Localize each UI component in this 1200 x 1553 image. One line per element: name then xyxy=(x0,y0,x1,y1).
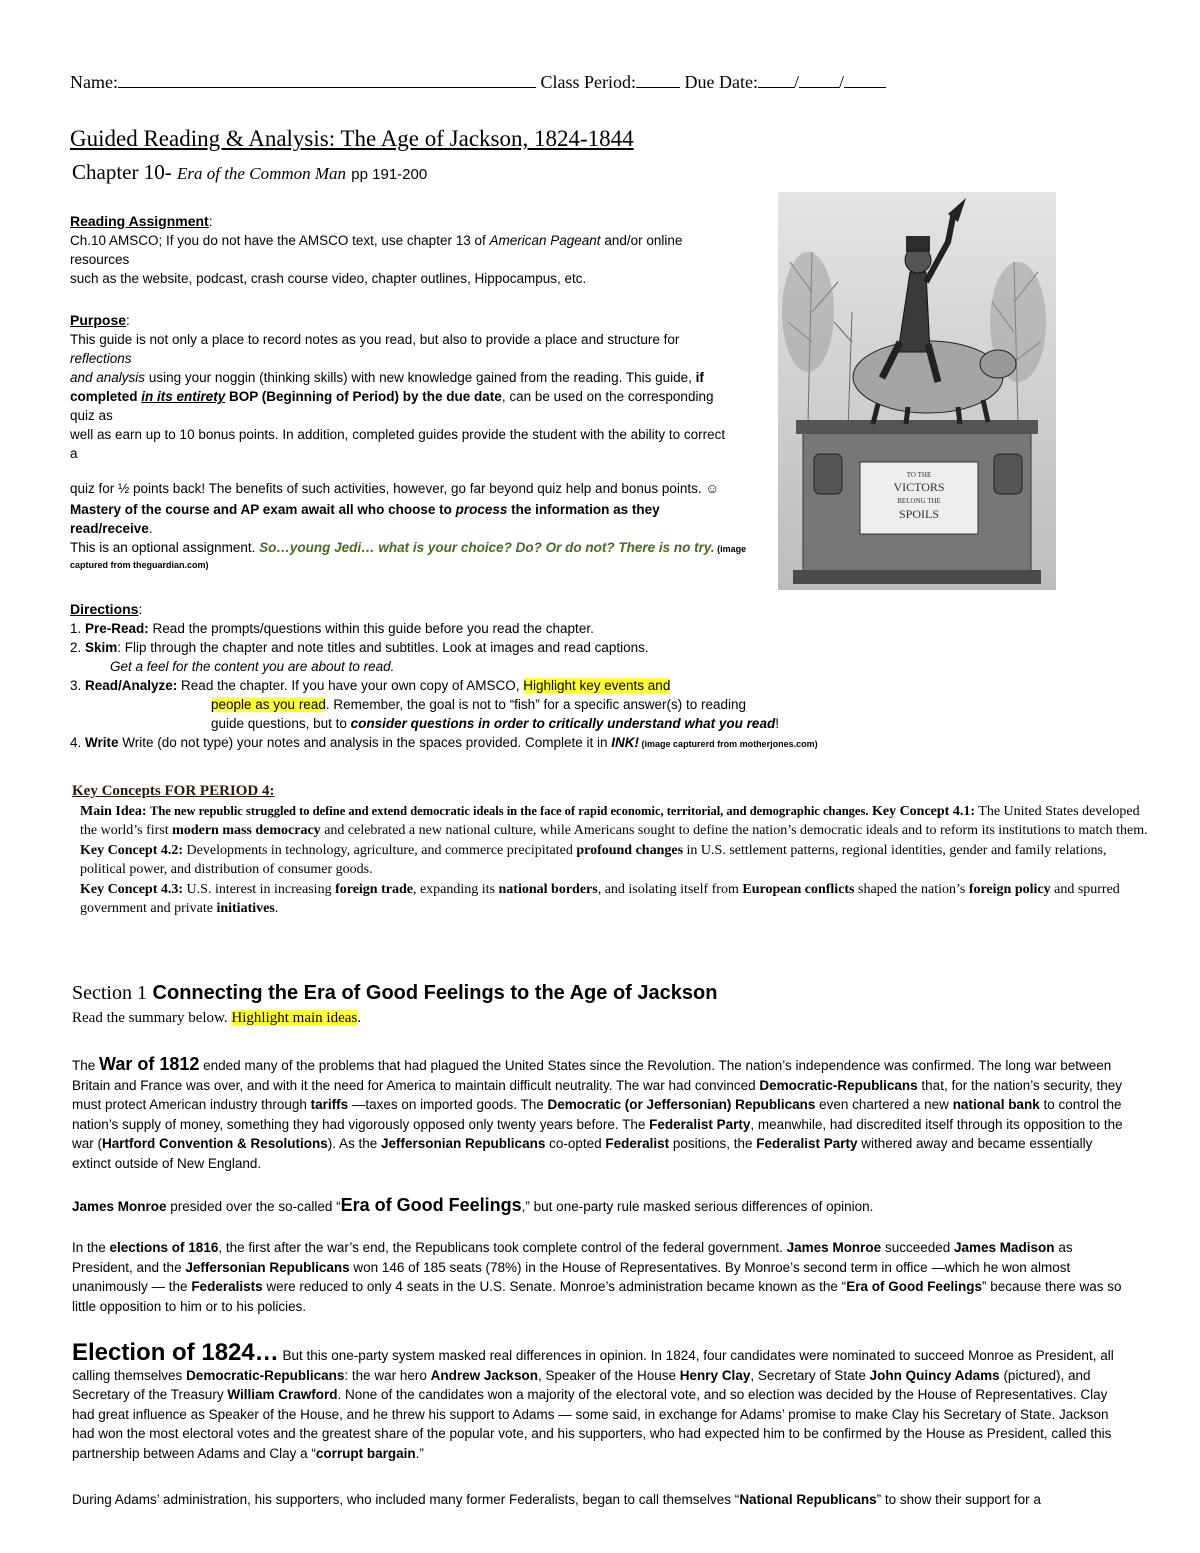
section-label: Section 1 xyxy=(72,982,147,1004)
text: as President, and the xyxy=(72,1240,1073,1275)
reading-assignment xyxy=(70,212,770,288)
text-bold: James Madison xyxy=(954,1240,1055,1255)
text: ended many of the problems that had plagued the United States since the Revolution. The nation’s independence was confirmed. The long war between Britain and France was over, and with it the need for America to maintain difficult neutrality. The war had convinced xyxy=(72,1058,1112,1093)
text-bold: Mastery of the course and AP exam await all who choose to xyxy=(70,502,456,517)
date-slash: / xyxy=(838,72,844,92)
text-bold: European conflicts xyxy=(742,881,855,897)
text: succeeded xyxy=(881,1240,955,1255)
text-bold: BOP (Beginning of Period) by the due date xyxy=(225,389,502,404)
text: : the war hero xyxy=(344,1367,431,1383)
paragraph-election-1816 xyxy=(72,1238,1132,1316)
text-bold: Pre-Read: xyxy=(85,621,149,636)
text-bold: national borders xyxy=(498,881,598,897)
text-em: reflections xyxy=(70,351,132,366)
text-bold: John Quincy Adams xyxy=(869,1367,1000,1383)
text-bold: Federalist xyxy=(605,1136,670,1151)
purpose-section xyxy=(70,311,780,571)
text: using your noggin (thinking skills) with new knowledge gained from the reading. This guide, xyxy=(145,370,696,385)
text: This guide is not only a place to record notes as you read, but also to provide a place and structure for xyxy=(70,332,680,347)
text-bold: foreign policy xyxy=(968,881,1051,897)
text: , expanding its xyxy=(412,881,499,897)
name-blank[interactable] xyxy=(118,73,536,88)
text: , Speaker of the House xyxy=(537,1367,680,1383)
kc43-label: Key Concept 4.3: xyxy=(80,881,184,897)
text: and spurred government and private xyxy=(80,881,1120,916)
due-year-blank[interactable] xyxy=(844,73,886,88)
due-date-label: Due Date: xyxy=(684,72,758,92)
text: Read the summary below. xyxy=(72,1010,232,1026)
text: Developments in technology, agriculture, and commerce precipitated xyxy=(183,842,577,858)
text: that, for the nation’s security, they must protect American industry through xyxy=(72,1077,1123,1112)
text-bold-em: INK! xyxy=(611,735,640,750)
text: positions, the xyxy=(669,1136,757,1151)
direction-3 xyxy=(70,676,1150,695)
key-concepts-body xyxy=(72,802,1152,919)
text: . xyxy=(274,901,279,916)
text-bold: foreign trade xyxy=(335,881,413,897)
text: , and isolating itself from xyxy=(597,881,743,897)
due-month-blank[interactable] xyxy=(758,73,794,88)
text-bold: National Republicans xyxy=(739,1492,877,1507)
image-credit: captured from theguardian.com) xyxy=(70,560,209,570)
highlighted-text: Highlight key events and xyxy=(523,678,671,693)
text-bold: the information as they xyxy=(507,502,660,517)
text: quiz as xyxy=(70,408,113,423)
highlighted-text: Highlight main ideas xyxy=(231,1010,358,1026)
text: guide questions, but to xyxy=(211,716,351,731)
text: co-opted xyxy=(545,1136,606,1151)
highlighted-text: people as you read xyxy=(211,697,326,712)
text: : Flip through the chapter and note titles and subtitles. Look at images and read captions. xyxy=(117,640,649,655)
plinth-text: VICTORS xyxy=(893,480,945,494)
text-bold: elections of 1816 xyxy=(109,1240,219,1255)
header-line xyxy=(70,72,886,93)
text: ” because there was so little opposition to him or to his policies. xyxy=(72,1279,1122,1314)
directions-heading: Directions xyxy=(70,601,139,617)
text: The xyxy=(72,1058,100,1073)
colon: : xyxy=(138,602,143,617)
text-bold: Jeffersonian Republicans xyxy=(381,1136,546,1151)
text-bold: William Crawford xyxy=(227,1387,338,1402)
text: and celebrated a new national culture, while Americans sought to define the nation’s democratic ideals and to reform its institutions to match them. xyxy=(320,823,1148,838)
text-bold: War of 1812 xyxy=(99,1054,200,1074)
text-bold-em: process xyxy=(455,502,508,517)
text: a xyxy=(70,446,78,461)
text-bold: Read/Analyze: xyxy=(85,678,178,693)
text: 3. xyxy=(70,678,86,693)
class-period-blank[interactable] xyxy=(636,73,680,88)
section-1-heading xyxy=(72,982,717,1005)
text: in U.S. settlement patterns, regional identities, gender and family relations, political power, and distribution of consumer goods. xyxy=(80,842,1107,877)
class-period-label: Class Period: xyxy=(540,72,636,92)
text-bold-em: in its entirety xyxy=(141,389,226,404)
text: . xyxy=(357,1010,361,1026)
text: ). As the xyxy=(327,1136,382,1151)
paragraph-election-1824 xyxy=(72,1339,1132,1463)
text-bold: Jeffersonian Republicans xyxy=(185,1259,350,1275)
text: , the first after the war’s end, the Republicans took complete control of the federal government. xyxy=(218,1240,787,1255)
text-bold: Skim xyxy=(85,640,118,655)
text-bold: modern mass democracy xyxy=(172,823,321,838)
name-label: Name: xyxy=(70,72,118,92)
statue-illustration xyxy=(778,192,1056,590)
text: , can be used on the corresponding xyxy=(501,389,714,404)
text: Read the chapter. If you have your own copy of AMSCO, xyxy=(177,678,524,693)
text: In the xyxy=(72,1240,110,1255)
chapter-pages: pp 191-200 xyxy=(351,166,428,183)
text: Write (do not type) your notes and analysis in the spaces provided. Complete it in xyxy=(118,735,612,750)
text: .” xyxy=(415,1445,424,1461)
text: , meanwhile, had discredited itself through its opposition to the war ( xyxy=(72,1116,1123,1151)
directions-section xyxy=(70,600,1150,754)
text: , Secretary of State xyxy=(750,1367,870,1383)
plinth-text: SPOILS xyxy=(898,507,940,521)
section-title: Connecting the Era of Good Feelings to the Age of Jackson xyxy=(147,982,718,1004)
text-bold: Democratic-Republicans xyxy=(186,1367,345,1383)
text: such as the website, podcast, crash course video, chapter outlines, Hippocampus, etc. xyxy=(70,271,587,286)
text-bold: Era of Good Feelings xyxy=(340,1195,522,1215)
text-bold: profound changes xyxy=(576,842,684,858)
text: —taxes on imported goods. The xyxy=(348,1097,548,1112)
text-bold: corrupt bargain xyxy=(315,1445,416,1461)
text-bold: Federalists xyxy=(191,1279,263,1294)
chapter-heading xyxy=(72,160,427,185)
text: 4. xyxy=(70,735,86,750)
chapter-subtitle: Era of the Common Man xyxy=(176,164,347,183)
date-slash: / xyxy=(793,72,799,92)
text: . None of the candidates won a majority of the electoral vote, and so election was decided by the House of Representatives. Clay had great influence as Speaker of the House, and he threw his support to Adams — some said, in exchange for Adams’ promise to make Clay his Secretary of State. Jackson had won the most electoral votes and the greatest share of the popular vote, and his supporters, who had expected him to be confirmed by the House as President, called this partnership between Adams and Clay a “ xyxy=(72,1387,1112,1461)
text: (pictured), and Secretary of the Treasury xyxy=(72,1367,1091,1402)
text-bold: if xyxy=(695,370,704,385)
text-bold: Andrew Jackson xyxy=(430,1367,538,1383)
summary-instruction xyxy=(72,1010,361,1027)
kc42-label: Key Concept 4.2: xyxy=(80,842,184,858)
text-bold: Era of Good Feelings xyxy=(846,1279,982,1294)
text: The United States developed the world’s first xyxy=(80,803,1140,838)
text-em: American Pageant xyxy=(489,233,601,248)
text: . xyxy=(148,521,153,536)
text: even chartered a new xyxy=(815,1097,953,1112)
text-bold: initiatives xyxy=(216,901,275,916)
text-bold: James Monroe xyxy=(72,1199,167,1214)
text-bold: Henry Clay xyxy=(679,1367,751,1383)
text-em: Get a feel for the content you are about to read. xyxy=(110,659,395,674)
direction-2 xyxy=(70,638,1150,657)
due-day-blank[interactable] xyxy=(799,73,839,88)
text-bold: Federalist Party xyxy=(649,1116,751,1132)
text-bold: Democratic (or Jeffersonian) Republicans xyxy=(547,1097,816,1112)
text: presided over the so-called “ xyxy=(166,1199,341,1214)
text-bold: completed xyxy=(70,389,142,404)
text: Read the prompts/questions within this guide before you read the chapter. xyxy=(148,621,594,636)
text-bold: James Monroe xyxy=(786,1240,882,1255)
jedi-quote: So…young Jedi… what is your choice? Do? Or do not? There is no try. xyxy=(259,540,715,555)
plinth-text: BELONG THE xyxy=(897,497,941,505)
direction-4 xyxy=(70,733,1150,754)
key-concepts-heading: Key Concepts FOR PERIOD 4: xyxy=(72,783,275,799)
text-bold: Hartford Convention & Resolutions xyxy=(102,1136,328,1151)
kc41-label: Key Concept 4.1: xyxy=(868,803,976,819)
text: shaped the nation’s xyxy=(854,881,969,897)
text-bold: tariffs xyxy=(310,1097,349,1112)
jackson-statue-cartoon xyxy=(778,192,1056,590)
colon: : xyxy=(126,313,130,328)
chapter-label: Chapter 10- xyxy=(72,160,172,184)
image-credit: (image capturerd from motherjones.com) xyxy=(639,739,818,749)
purpose-heading: Purpose xyxy=(70,312,127,328)
paragraph-monroe xyxy=(72,1196,1132,1217)
image-credit: (image xyxy=(714,544,747,554)
main-idea-text: The new republic struggled to define and extend democratic ideals in the face of rapid economic, territorial, and demographic changes. xyxy=(150,803,869,818)
text-bold-em: consider questions in order to critically understand what you read xyxy=(350,716,776,731)
text: . Remember, the goal is not to “fish” for a specific answer(s) to reading xyxy=(325,697,747,712)
text: ” to show their support for a xyxy=(876,1492,1041,1507)
plinth-text: TO THE xyxy=(906,471,932,479)
text: This is an optional assignment. xyxy=(70,540,260,555)
page-title: Guided Reading & Analysis: The Age of Jackson, 1824-1844 xyxy=(70,126,634,151)
text: Ch.10 AMSCO; If you do not have the AMSCO text, use chapter 13 of xyxy=(70,233,490,248)
text: During Adams’ administration, his supporters, who included many former Federalists, began to call themselves “ xyxy=(72,1492,740,1507)
text: But this one-party system masked real differences in opinion. In 1824, four candidates were nominated to succeed Monroe as President, all calling themselves xyxy=(72,1348,1114,1383)
text: won 146 of 185 seats (78%) in the House of Representatives. By Monroe’s second term in office —which he won almost unanimously — the xyxy=(72,1259,1071,1294)
direction-1 xyxy=(70,619,1150,638)
key-concepts xyxy=(72,782,1152,919)
main-idea-label: Main Idea: xyxy=(80,803,150,819)
text: ,” but one-party rule masked serious differences of opinion. xyxy=(521,1199,874,1214)
text: withered away and became essentially extinct outside of New England. xyxy=(72,1136,1093,1171)
text-bold: national bank xyxy=(952,1097,1040,1112)
text-bold: Federalist Party xyxy=(756,1136,858,1151)
text: resources xyxy=(70,252,130,267)
text-em: and analysis xyxy=(70,370,146,385)
text: to control the nation’s supply of money, something they had vigorously opposed only twenty years before. The xyxy=(72,1097,1122,1132)
text: well as earn up to 10 bonus points. In addition, completed guides provide the student with the ability to correct xyxy=(70,427,726,442)
text: were reduced to only 4 seats in the U.S. Senate. Monroe’s administration became known as the “ xyxy=(262,1279,847,1294)
reading-assignment-heading: Reading Assignment xyxy=(70,213,209,229)
colon: : xyxy=(208,214,213,229)
paragraph-adams-administration xyxy=(72,1490,1132,1510)
text: U.S. interest in increasing xyxy=(183,881,336,897)
text: and/or online xyxy=(600,233,683,248)
text: 1. xyxy=(70,621,86,636)
election-1824-heading: Election of 1824… xyxy=(72,1339,279,1366)
text: 2. xyxy=(70,640,86,655)
text-bold: read/receive xyxy=(70,521,149,536)
paragraph-war-of-1812 xyxy=(72,1055,1132,1173)
text-bold: Democratic-Republicans xyxy=(759,1077,918,1093)
text-bold: Write xyxy=(85,735,119,750)
text: ! xyxy=(775,716,779,731)
text: quiz for ½ points back! The benefits of such activities, however, go far beyond quiz help and bonus points. ☺ xyxy=(70,481,720,496)
